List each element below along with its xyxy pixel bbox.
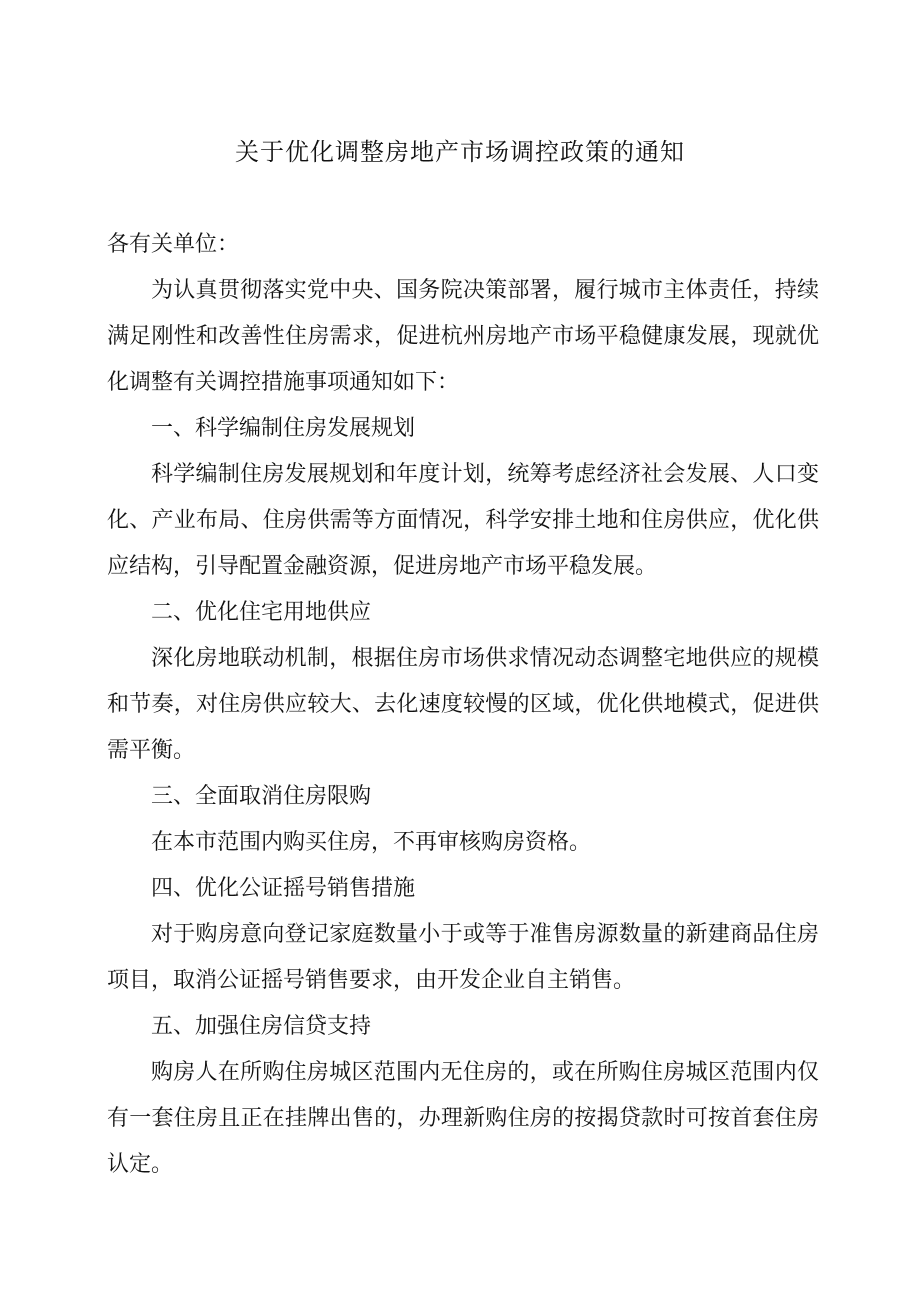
section-heading-3: 三、全面取消住房限购 — [151, 784, 372, 809]
section-body-4: 对于购房意向登记家庭数量小于或等于准售房源数量的新建商品住房项目，取消公证摇号销售要求，由开发企业自主销售。 — [107, 922, 819, 993]
section-heading-2: 二、优化住宅用地供应 — [151, 600, 372, 625]
intro-paragraph: 为认真贯彻落实党中央、国务院决策部署，履行城市主体责任，持续满足刚性和改善性住房需求，促进杭州房地产市场平稳健康发展，现就优化调整有关调控措施事项通知如下： — [107, 278, 819, 395]
section-body-1: 科学编制住房发展规划和年度计划，统筹考虑经济社会发展、人口变化、产业布局、住房供需等方面情况，科学安排土地和住房供应，优化供应结构，引导配置金融资源，促进房地产市场平稳发展。 — [107, 462, 819, 579]
section-heading-5: 五、加强住房信贷支持 — [151, 1014, 372, 1039]
salutation: 各有关单位： — [107, 232, 240, 257]
section-heading-1: 一、科学编制住房发展规划 — [151, 416, 416, 441]
section-body-3: 在本市范围内购买住房，不再审核购房资格。 — [151, 830, 592, 855]
section-body-2: 深化房地联动机制，根据住房市场供求情况动态调整宅地供应的规模和节奏，对住房供应较大、去化速度较慢的区域，优化供地模式，促进供需平衡。 — [107, 646, 819, 763]
section-heading-4: 四、优化公证摇号销售措施 — [151, 876, 416, 901]
document-title: 关于优化调整房地产市场调控政策的通知 — [235, 138, 685, 166]
document-body — [107, 268, 819, 1188]
section-body-5: 购房人在所购住房城区范围内无住房的，或在所购住房城区范围内仅有一套住房且正在挂牌出售的，办理新购住房的按揭贷款时可按首套住房认定。 — [107, 1060, 819, 1177]
